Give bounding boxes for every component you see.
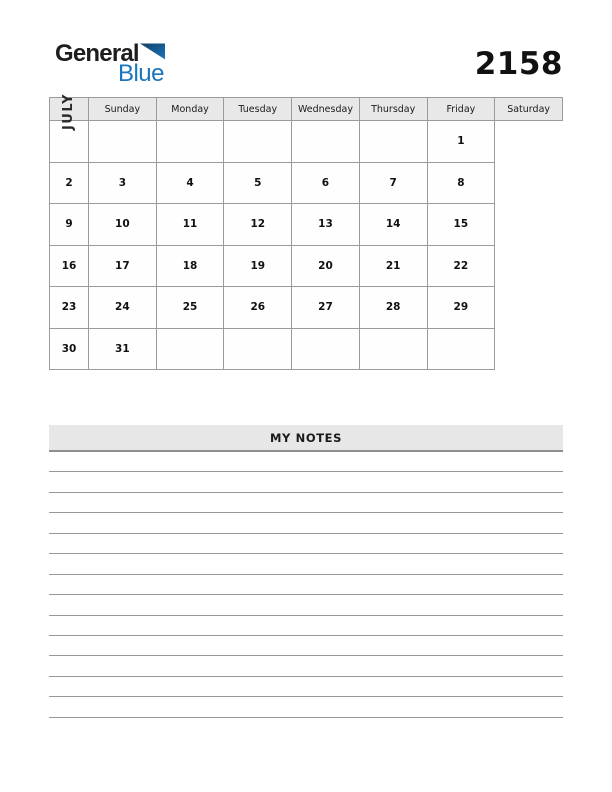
day-cell-8: 8 bbox=[427, 162, 495, 204]
note-line bbox=[49, 472, 563, 492]
day-cell-16: 16 bbox=[50, 245, 89, 287]
day-cell-empty bbox=[89, 121, 157, 163]
day-header-saturday: Saturday bbox=[495, 98, 563, 121]
general-blue-logo bbox=[55, 42, 165, 86]
day-cell-empty bbox=[292, 328, 360, 370]
day-cell-7: 7 bbox=[359, 162, 427, 204]
day-header-row bbox=[50, 98, 563, 121]
note-line bbox=[49, 636, 563, 656]
day-cell-4: 4 bbox=[156, 162, 224, 204]
note-line bbox=[49, 697, 563, 717]
day-header-tuesday: Tuesday bbox=[224, 98, 292, 121]
day-cell-17: 17 bbox=[89, 245, 157, 287]
day-cell-10: 10 bbox=[89, 204, 157, 246]
day-cell-empty bbox=[359, 328, 427, 370]
day-cell-31: 31 bbox=[89, 328, 157, 370]
week-row bbox=[50, 287, 563, 329]
note-line bbox=[49, 677, 563, 697]
year-label: 2158 bbox=[474, 46, 563, 82]
logo-triangle-icon bbox=[140, 42, 165, 61]
day-header-wednesday: Wednesday bbox=[292, 98, 360, 121]
day-cell-empty bbox=[156, 328, 224, 370]
day-cell-13: 13 bbox=[292, 204, 360, 246]
day-cell-empty bbox=[292, 121, 360, 163]
note-line bbox=[49, 534, 563, 554]
day-cell-empty bbox=[427, 328, 495, 370]
week-row bbox=[50, 245, 563, 287]
day-header-thursday: Thursday bbox=[359, 98, 427, 121]
day-cell-21: 21 bbox=[359, 245, 427, 287]
day-cell-18: 18 bbox=[156, 245, 224, 287]
day-cell-9: 9 bbox=[50, 204, 89, 246]
day-cell-11: 11 bbox=[156, 204, 224, 246]
month-column bbox=[50, 92, 89, 130]
day-cell-2: 2 bbox=[50, 162, 89, 204]
day-cell-23: 23 bbox=[50, 287, 89, 329]
day-header-sunday: Sunday bbox=[89, 98, 157, 121]
day-cell-5: 5 bbox=[224, 162, 292, 204]
day-cell-27: 27 bbox=[292, 287, 360, 329]
month-label: JULY bbox=[61, 92, 77, 130]
notes-lines-area bbox=[49, 452, 563, 718]
day-cell-30: 30 bbox=[50, 328, 89, 370]
calendar-table bbox=[49, 92, 563, 370]
logo-blue-text: Blue bbox=[117, 60, 164, 87]
day-cell-22: 22 bbox=[427, 245, 495, 287]
logo-general-text: General bbox=[55, 40, 139, 67]
day-cell-20: 20 bbox=[292, 245, 360, 287]
day-cell-19: 19 bbox=[224, 245, 292, 287]
day-header-friday: Friday bbox=[427, 98, 495, 121]
day-cell-24: 24 bbox=[89, 287, 157, 329]
note-line bbox=[49, 616, 563, 636]
note-line bbox=[49, 595, 563, 615]
day-header-monday: Monday bbox=[156, 98, 224, 121]
note-line bbox=[49, 575, 563, 595]
day-cell-12: 12 bbox=[224, 204, 292, 246]
week-row bbox=[50, 162, 563, 204]
note-line bbox=[49, 493, 563, 513]
day-cell-1: 1 bbox=[427, 121, 495, 163]
day-cell-empty bbox=[359, 121, 427, 163]
day-cell-29: 29 bbox=[427, 287, 495, 329]
day-cell-28: 28 bbox=[359, 287, 427, 329]
notes-section-header bbox=[49, 425, 563, 452]
day-cell-26: 26 bbox=[224, 287, 292, 329]
week-row bbox=[50, 204, 563, 246]
week-row bbox=[50, 328, 563, 370]
day-cell-empty bbox=[156, 121, 224, 163]
day-cell-3: 3 bbox=[89, 162, 157, 204]
day-cell-empty bbox=[224, 328, 292, 370]
note-line bbox=[49, 513, 563, 533]
notes-title: MY NOTES bbox=[270, 430, 342, 445]
day-cell-15: 15 bbox=[427, 204, 495, 246]
day-cell-6: 6 bbox=[292, 162, 360, 204]
day-cell-25: 25 bbox=[156, 287, 224, 329]
note-line bbox=[49, 554, 563, 574]
day-cell-empty bbox=[224, 121, 292, 163]
week-row bbox=[50, 121, 563, 163]
day-cell-14: 14 bbox=[359, 204, 427, 246]
note-line bbox=[49, 656, 563, 676]
note-line bbox=[49, 452, 563, 472]
